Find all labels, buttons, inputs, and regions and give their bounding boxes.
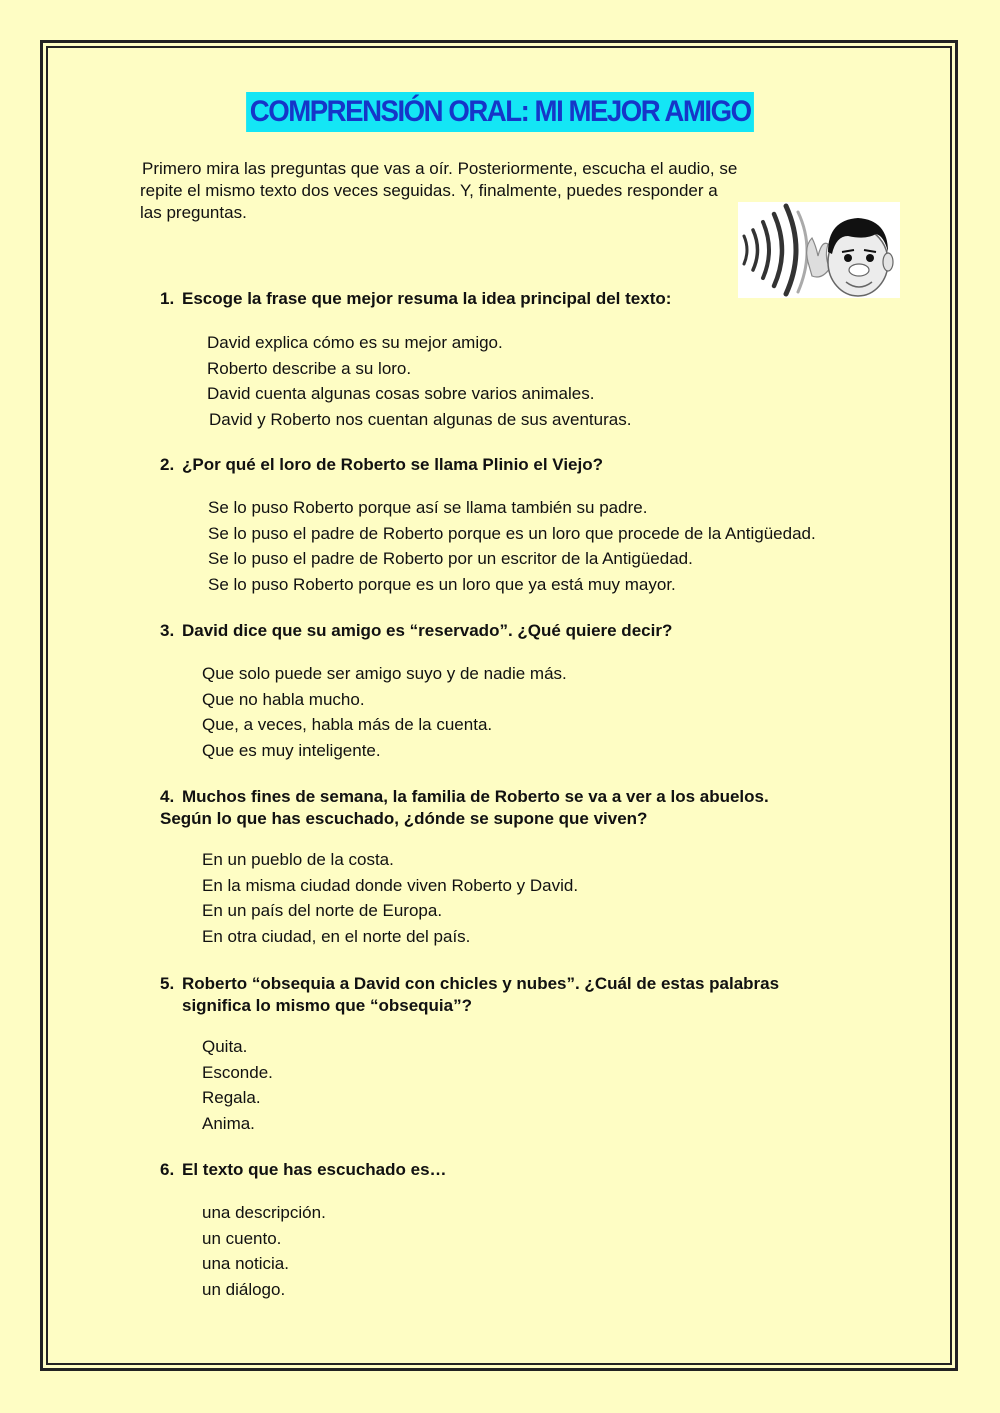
answer-option[interactable]: Regala. (202, 1088, 261, 1107)
title-container (0, 92, 1000, 132)
answer-options-4 (202, 847, 578, 949)
answer-option[interactable]: David explica cómo es su mejor amigo. (207, 333, 503, 352)
question-number: 1. (160, 289, 175, 308)
question-text: Roberto “obsequia a David con chicles y nubes”. ¿Cuál de estas palabras (182, 974, 780, 993)
question-text-continued: significa lo mismo que “obsequia”? (182, 996, 472, 1015)
answer-option[interactable]: David cuenta algunas cosas sobre varios animales. (207, 384, 595, 403)
answer-option[interactable]: Se lo puso Roberto porque así se llama también su padre. (208, 498, 648, 517)
instructions-line: repite el mismo texto dos veces seguidas. Y, finalmente, puedes responder a (140, 181, 718, 200)
answer-option[interactable]: Se lo puso el padre de Roberto por un escritor de la Antigüedad. (208, 549, 693, 568)
question-text: ¿Por qué el loro de Roberto se llama Plinio el Viejo? (182, 455, 603, 474)
answer-option[interactable]: Que es muy inteligente. (202, 740, 381, 760)
answer-option[interactable]: Quita. (202, 1037, 248, 1056)
person-listening-icon (738, 202, 900, 298)
instructions-line: Primero mira las preguntas que vas a oír. Posteriormente, escucha el audio, se (142, 159, 738, 178)
question-number: 4. (160, 787, 175, 806)
question-number: 2. (160, 455, 175, 474)
answer-option[interactable]: Anima. (202, 1113, 255, 1133)
answer-option[interactable]: Que no habla mucho. (202, 689, 365, 709)
page-title: COMPRENSIÓN ORAL: MI MEJOR AMIGO (246, 92, 754, 132)
question-text: David dice que su amigo es “reservado”. ¿Qué quiere decir? (182, 621, 673, 640)
question-text: Muchos fines de semana, la familia de Roberto se va a ver a los abuelos. (182, 787, 769, 806)
question-6 (160, 1159, 447, 1181)
instructions-line: las preguntas. (140, 203, 247, 222)
question-text-continued: Según lo que has escuchado, ¿dónde se supone que viven? (160, 809, 648, 828)
answer-option[interactable]: Esconde. (202, 1062, 273, 1082)
answer-options-3 (202, 661, 567, 763)
answer-option[interactable]: Se lo puso el padre de Roberto porque es un loro que procede de la Antigüedad. (208, 523, 816, 543)
answer-option[interactable]: Roberto describe a su loro. (207, 358, 412, 378)
instructions (140, 158, 800, 224)
answer-option[interactable]: En la misma ciudad donde viven Roberto y David. (202, 875, 579, 895)
question-2 (160, 454, 603, 476)
answer-option[interactable]: En otra ciudad, en el norte del país. (202, 926, 471, 946)
question-number: 6. (160, 1160, 175, 1179)
answer-option[interactable]: Se lo puso Roberto porque es un loro que ya está muy mayor. (208, 574, 676, 594)
answer-option[interactable]: una descripción. (202, 1203, 326, 1222)
answer-option[interactable]: En un país del norte de Europa. (202, 901, 443, 920)
question-3 (160, 620, 672, 642)
question-number: 5. (160, 974, 175, 993)
answer-option[interactable]: En un pueblo de la costa. (202, 850, 394, 869)
question-5 (160, 973, 779, 1017)
answer-option[interactable]: Que solo puede ser amigo suyo y de nadie más. (202, 664, 567, 683)
answer-options-2 (208, 495, 816, 597)
question-number: 3. (160, 621, 175, 640)
question-1 (160, 288, 671, 310)
answer-option[interactable]: Que, a veces, habla más de la cuenta. (202, 715, 493, 734)
question-text: Escoge la frase que mejor resuma la idea principal del texto: (182, 289, 672, 308)
answer-options-6 (202, 1200, 326, 1302)
answer-options-5 (202, 1034, 273, 1136)
question-4 (160, 786, 769, 830)
answer-options-1 (207, 330, 631, 432)
answer-option[interactable]: David y Roberto nos cuentan algunas de sus aventuras. (209, 409, 632, 429)
answer-option[interactable]: un diálogo. (202, 1279, 286, 1299)
answer-option[interactable]: un cuento. (202, 1228, 282, 1248)
answer-option[interactable]: una noticia. (202, 1254, 289, 1273)
question-text: El texto que has escuchado es… (182, 1160, 447, 1179)
